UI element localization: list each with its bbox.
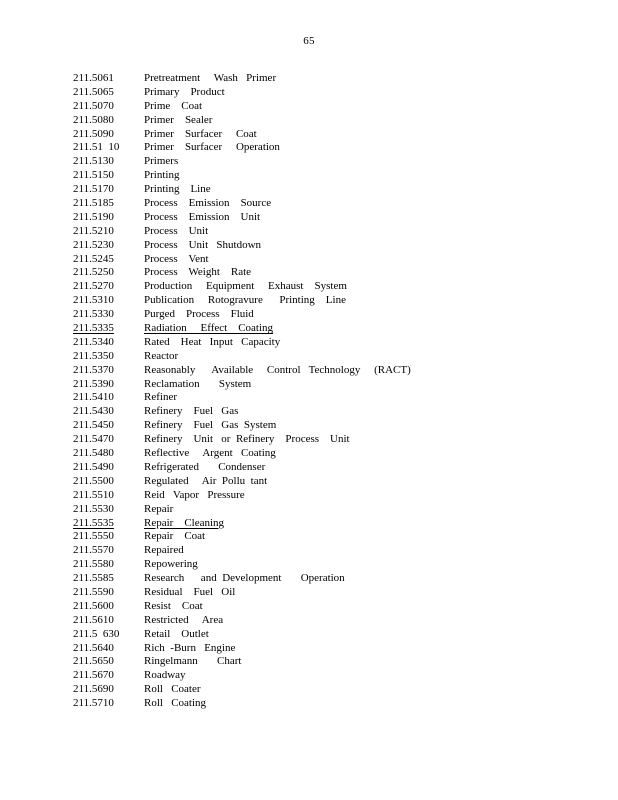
defined-term: Process Vent <box>144 252 209 265</box>
defined-term: Process Emission Source <box>144 197 272 210</box>
defined-term: Reactor <box>144 349 179 362</box>
defined-term: Primary Product <box>144 85 225 98</box>
defined-term: Refinery Fuel Gas System <box>144 419 277 432</box>
defined-term: Retail Outlet <box>144 627 209 640</box>
section-number: 211.5470 <box>73 433 114 446</box>
section-number: 211.5670 <box>73 669 114 682</box>
defined-term: Restricted Area <box>144 613 224 626</box>
defined-term: Process Weight Rate <box>144 266 252 279</box>
defined-term: Radiation Effect Coating <box>144 322 274 335</box>
defined-term: Process Emission Unit <box>144 210 261 223</box>
section-number: 211.5245 <box>73 252 114 265</box>
section-number: 211.5350 <box>73 349 114 362</box>
defined-term: Publication Rotogravure Printing Line <box>144 294 346 307</box>
section-number: 211.5600 <box>73 599 114 612</box>
defined-term: Purged Process Fluid <box>144 308 254 321</box>
section-number: 211.5250 <box>73 266 114 279</box>
defined-term: Pretreatment Wash Primer <box>144 72 277 84</box>
section-number: 211.5230 <box>73 238 114 251</box>
defined-term: Process Unit <box>144 224 209 237</box>
defined-term: Primer Surfacer Operation <box>144 141 280 154</box>
section-number: 211.5590 <box>73 585 114 598</box>
defined-term: Rated Heat Input Capacity <box>144 335 281 348</box>
section-number: 211.5410 <box>73 391 114 404</box>
section-number: 211.5130 <box>73 155 114 168</box>
defined-term: Repair Cleaning <box>144 516 225 529</box>
defined-term: Reclamation System <box>144 377 252 390</box>
defined-term: Roadway <box>144 669 186 682</box>
defined-term: Refrigerated Condenser <box>144 460 266 473</box>
defined-term: Repair <box>144 502 174 515</box>
defined-term: Repaired <box>144 544 184 557</box>
page-number: 65 <box>303 35 315 47</box>
defined-term: Roll Coating <box>144 697 207 710</box>
defined-term: Reflective Argent Coating <box>144 447 276 460</box>
defined-term: Process Unit Shutdown <box>144 238 262 251</box>
section-number: 211.5340 <box>73 335 114 348</box>
defined-term: Printing Line <box>144 183 211 196</box>
defined-term: Refiner <box>144 391 177 404</box>
section-number: 211.5570 <box>73 544 114 557</box>
defined-term: Reid Vapor Pressure <box>144 488 245 501</box>
section-number: 211.5500 <box>73 474 114 487</box>
defined-term: Roll Coater <box>144 683 201 696</box>
defined-term: Refinery Unit or Refinery Process Unit <box>144 433 350 446</box>
defined-term: Rich -Burn Engine <box>144 641 236 654</box>
defined-term: Regulated Air Pollu tant <box>144 474 268 487</box>
defined-term: Primer Sealer <box>144 113 213 126</box>
section-number: 211.5710 <box>73 697 114 710</box>
section-number: 211.5 630 <box>73 627 120 640</box>
section-number: 211.5480 <box>73 447 114 460</box>
section-number: 211.5450 <box>73 419 114 432</box>
section-number: 211.5490 <box>73 460 114 473</box>
defined-term: Repair Coat <box>144 530 206 543</box>
section-number: 211.5335 <box>73 322 114 335</box>
section-number: 211.5390 <box>73 377 114 390</box>
defined-term: Reasonably Available Control Technology (RACT) <box>144 363 411 376</box>
defined-term: Primer Surfacer Coat <box>144 127 257 140</box>
defined-term: Prime Coat <box>144 99 203 112</box>
section-number: 211.5080 <box>73 113 114 126</box>
section-number: 211.5640 <box>73 641 114 654</box>
section-number: 211.5061 <box>73 72 114 84</box>
defined-term: Printing <box>144 169 180 182</box>
section-number: 211.5190 <box>73 210 114 223</box>
defined-term: Resist Coat <box>144 599 203 612</box>
section-number: 211.5150 <box>73 169 114 182</box>
section-number: 211.5310 <box>73 294 114 307</box>
section-number: 211.5185 <box>73 197 114 210</box>
defined-term: Research and Development Operation <box>144 572 345 585</box>
defined-term: Refinery Fuel Gas <box>144 405 239 418</box>
defined-term: Repowering <box>144 558 198 571</box>
defined-term: Residual Fuel Oil <box>144 585 236 598</box>
section-number: 211.5430 <box>73 405 114 418</box>
section-number: 211.5535 <box>73 516 114 529</box>
section-number: 211.5090 <box>73 127 114 140</box>
section-number: 211.5585 <box>73 572 114 585</box>
section-number: 211.5065 <box>73 85 114 98</box>
section-number: 211.5580 <box>73 558 114 571</box>
section-number: 211.51 10 <box>73 141 120 154</box>
section-number: 211.5550 <box>73 530 114 543</box>
section-number: 211.5690 <box>73 683 114 696</box>
section-number: 211.5530 <box>73 502 114 515</box>
section-number: 211.5510 <box>73 488 114 501</box>
section-number: 211.5170 <box>73 183 114 196</box>
defined-term: Primers <box>144 155 179 168</box>
section-number: 211.5070 <box>73 99 114 112</box>
section-number: 211.5270 <box>73 280 114 293</box>
section-number: 211.5330 <box>73 308 114 321</box>
defined-term: Production Equipment Exhaust System <box>144 280 347 293</box>
section-number: 211.5610 <box>73 613 114 626</box>
defined-term: Ringelmann Chart <box>144 655 242 668</box>
section-number: 211.5650 <box>73 655 114 668</box>
section-number: 211.5370 <box>73 363 114 376</box>
section-number: 211.5210 <box>73 224 114 237</box>
